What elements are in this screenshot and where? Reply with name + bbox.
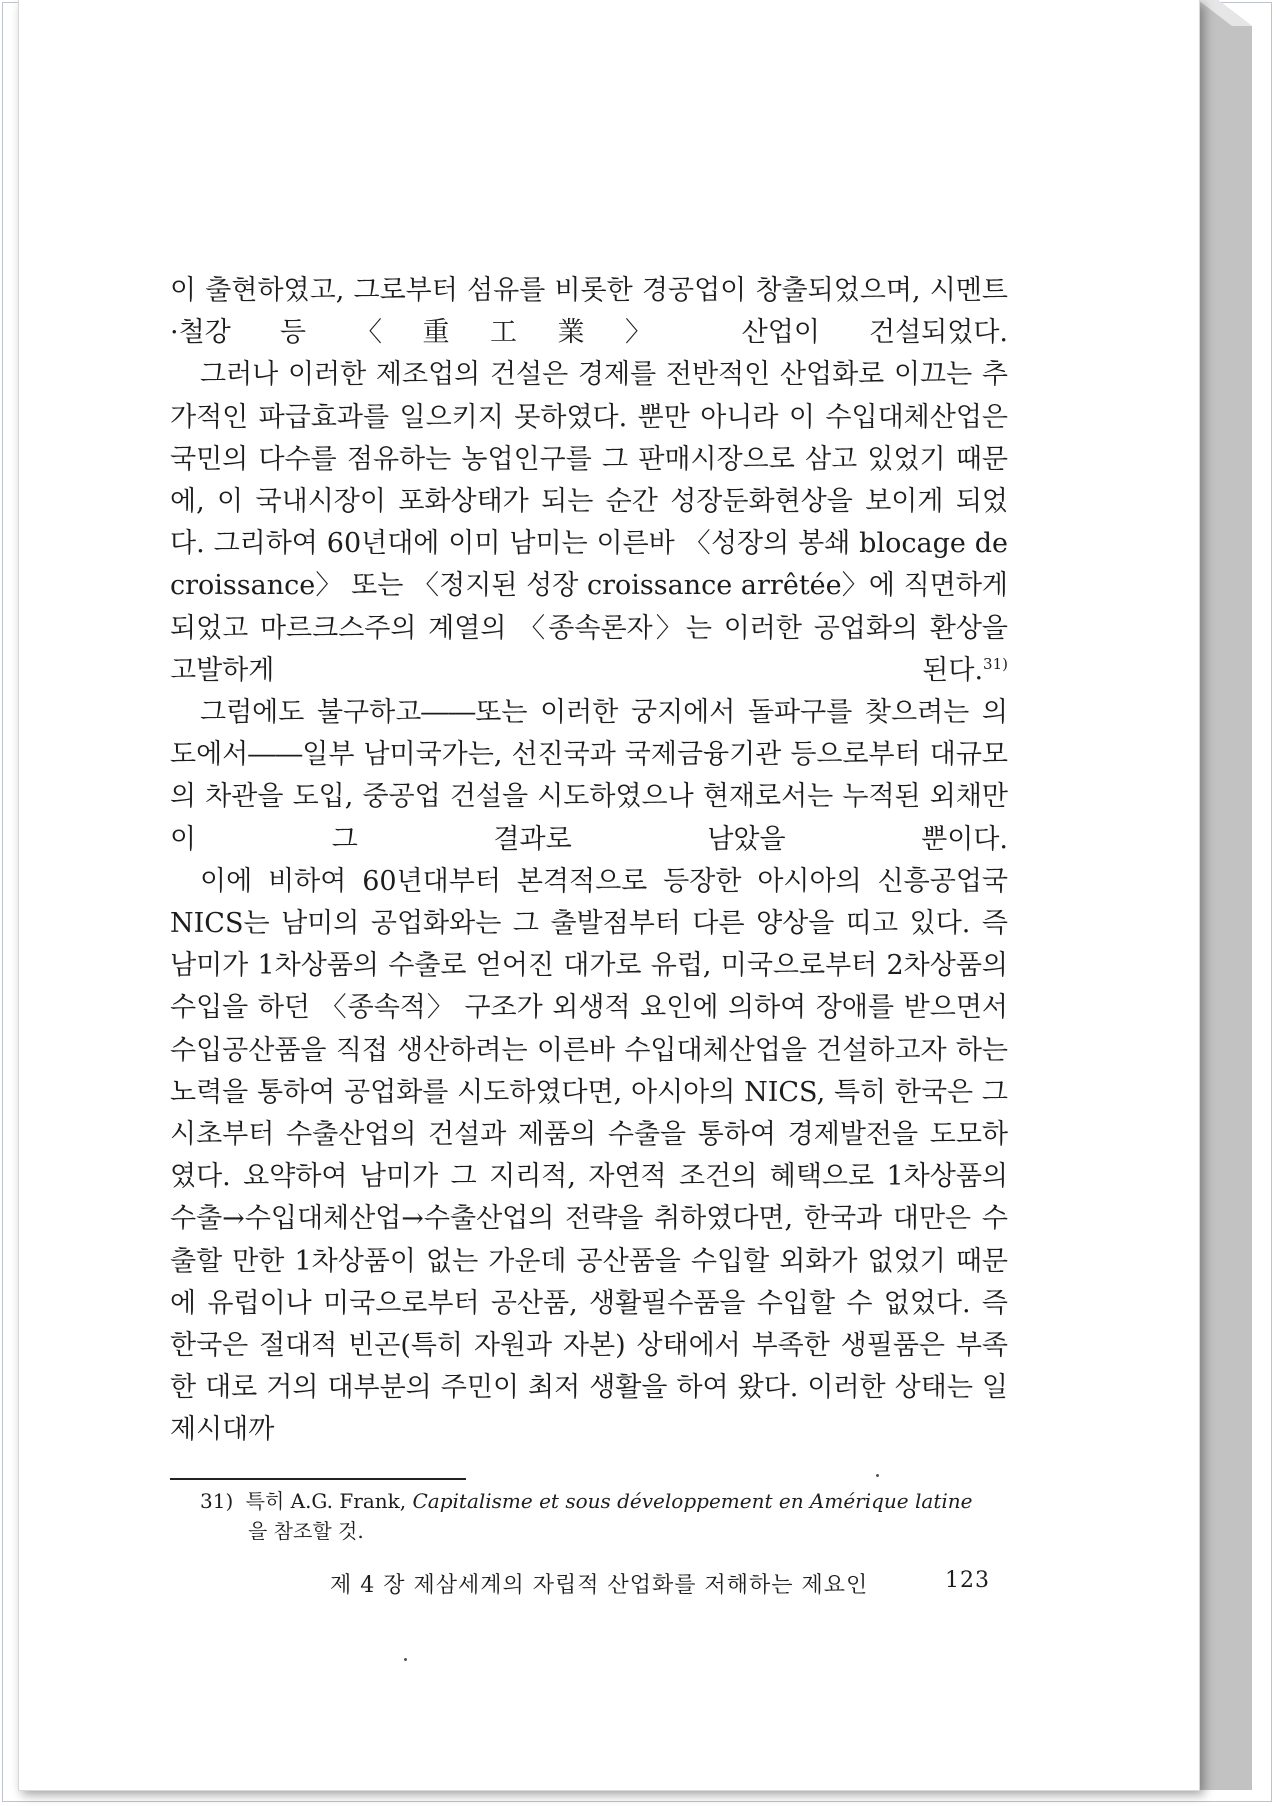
paragraph: 이에 비하여 60년대부터 본격적으로 등장한 아시아의 신흥공업국 NICS는 남미의 공업화와는 그 출발점부터 다른 양상을 띠고 있다. 즉 남미가 1차상품의 수출로 얻어진 대가로 유럽, 미국으로부터 2차상품의 수입을 하던 〈종속적〉 구조가 외생적 요인에 의하여 장애를 받으면서 수입공산품을 직접 생산하려는 이른바 수입대체산업을 건설하고자 하는 노력을 통하여 공업화를 시도하였다면, 아시아의 NICS, 특히 한국은 그 시초부터 수출산업의 건설과 제품의 수출을 통하여 경제발전을 도모하였다. 요약하여 남미가 그 지리적, 자연적 조건의 혜택으로 1차상품의 수출→수입대체산업→수출산업의 전략을 취하였다면, 한국과 대만은 수출할 만한 1차상품이 없는 가운데 공산품을 수입할 외화가 없었기 때문에 유럽이나 미국으로부터 공산품, 생활필수품을 수입할 수 없었다. 즉 한국은 절대적 빈곤(특히 자원과 자본) 상태에서 부족한 생필품은 부족한 대로 거의 대부분의 주민이 최저 생활을 하여 왔다. 이러한 상태는 일제시대까 bbox=[170, 865, 1008, 1446]
page-number: 123 bbox=[945, 1568, 990, 1593]
footnote bbox=[200, 1486, 1020, 1546]
paragraph: 그러나 이러한 제조업의 건설은 경제를 전반적인 산업화로 이끄는 추가적인 파급효과를 일으키지 못하였다. 뿐만 아니라 이 수입대체산업은 국민의 다수를 점유하는 농업인구를 그 판매시장으로 삼고 있었기 때문에, 이 국내시장이 포화상태가 되는 순간 성장둔화현상을 보이게 되었다. 그리하여 60년대에 이미 남미는 이른바 〈성장의 봉쇄 blocage de croissance〉 또는 〈정지된 성장 croissance arrêtée〉에 직면하게 되었고 마르크스주의 계열의 〈종속론자〉는 이러한 공업화의 환상을 고발하게 된다.$^{31)}$ bbox=[170, 359, 1008, 686]
footnote-prefix: 특히 A.G. Frank, bbox=[245, 1489, 407, 1513]
footnote-reference: 31) bbox=[983, 654, 1008, 673]
paragraph: 이 출현하였고, 그로부터 섬유를 비롯한 경공업이 창출되었으며, 시멘트·철강 등 〈重工業〉 산업이 건설되었다. bbox=[170, 275, 1008, 349]
paragraph: 그럼에도 불구하고――또는 이러한 궁지에서 돌파구를 찾으려는 의도에서――일부 남미국가는, 선진국과 국제금융기관 등으로부터 대규모의 차관을 도입, 중공업 건설을 시도하였으나 현재로서는 누적된 외채만이 그 결과로 남았을 뿐이다. bbox=[170, 697, 1008, 855]
print-speck bbox=[404, 1658, 407, 1661]
footnote-suffix: 을 참조할 것. bbox=[248, 1519, 364, 1543]
footnote-rule bbox=[170, 1478, 466, 1480]
page-footer bbox=[330, 1568, 990, 1599]
print-speck bbox=[876, 1474, 879, 1477]
chapter-title: 제 4 장 제삼세계의 자립적 산업화를 저해하는 제요인 bbox=[330, 1573, 869, 1598]
body-text bbox=[170, 270, 1008, 1452]
footnote-number: 31) bbox=[200, 1489, 234, 1513]
footnote-title: Capitalisme et sous développement en Amérique latine bbox=[412, 1489, 973, 1513]
